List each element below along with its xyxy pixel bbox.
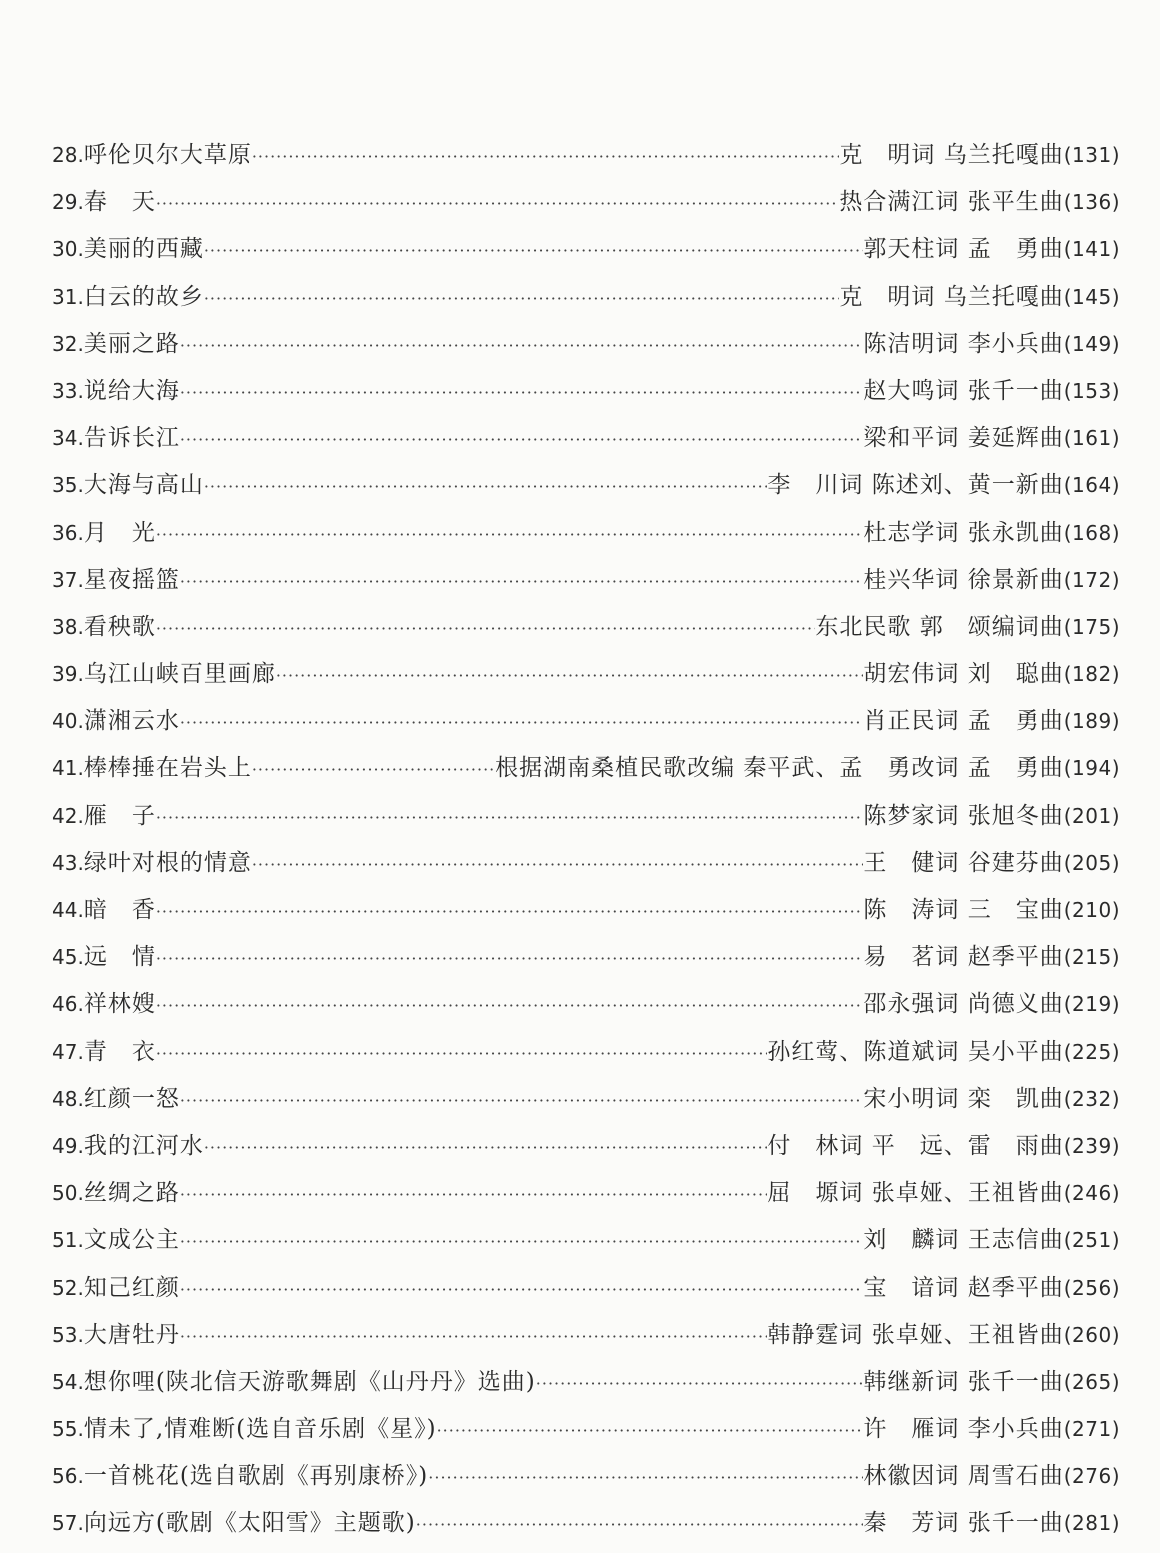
entry-page: (145) <box>1063 284 1120 309</box>
toc-entry <box>52 604 1120 651</box>
entry-credit: 易 茗词 赵季平曲 <box>863 944 1064 971</box>
entry-title: 星夜摇篮 <box>83 566 180 593</box>
toc-entry <box>52 462 1120 509</box>
entry-credit: 韩静霆词 张卓娅、王祖皆曲 <box>767 1321 1064 1348</box>
entry-number: 55. <box>52 1417 84 1442</box>
toc-entry <box>52 934 1120 981</box>
entry-page: (260) <box>1063 1322 1120 1347</box>
entry-number: 50. <box>52 1181 84 1206</box>
entry-number: 40. <box>52 709 84 734</box>
entry-title: 说给大海 <box>83 377 180 404</box>
dot-leader <box>437 1407 864 1453</box>
entry-credit: 刘 麟词 王志信曲 <box>863 1227 1064 1254</box>
entry-credit: 韩继新词 张千一曲 <box>863 1368 1064 1395</box>
toc-entry <box>52 651 1120 698</box>
entry-title: 红颜一怒 <box>83 1085 180 1112</box>
dot-leader <box>180 558 864 604</box>
entry-credit: 杜志学词 张永凯曲 <box>863 519 1064 546</box>
toc-entry <box>52 274 1120 321</box>
entry-number: 36. <box>52 520 84 545</box>
entry-page: (271) <box>1063 1417 1120 1442</box>
entry-title: 祥林嫂 <box>83 991 156 1018</box>
entry-credit: 王 健词 谷建芬曲 <box>863 849 1064 876</box>
toc-entry <box>52 1312 1120 1359</box>
dot-leader <box>156 511 864 557</box>
entry-page: (225) <box>1063 1039 1120 1064</box>
entry-page: (182) <box>1063 662 1120 687</box>
dot-leader <box>180 416 864 462</box>
dot-leader <box>156 935 864 981</box>
toc-entry <box>52 1453 1120 1500</box>
entry-title: 大海与高山 <box>83 472 204 499</box>
entry-page: (246) <box>1063 1181 1120 1206</box>
entry-page: (201) <box>1063 803 1120 828</box>
entry-credit: 克 明词 乌兰托嘎曲 <box>839 283 1064 310</box>
entry-number: 35. <box>52 473 84 498</box>
entry-number: 48. <box>52 1086 84 1111</box>
entry-title: 一首桃花(选自歌剧《再别康桥》) <box>83 1463 429 1490</box>
dot-leader <box>180 1313 768 1359</box>
dot-leader <box>252 746 495 792</box>
dot-leader <box>180 369 864 415</box>
entry-page: (239) <box>1063 1133 1120 1158</box>
entry-number: 51. <box>52 1228 84 1253</box>
toc-entry <box>52 1076 1120 1123</box>
toc-entry <box>52 1217 1120 1264</box>
entry-number: 45. <box>52 945 84 970</box>
entry-page: (149) <box>1063 331 1120 356</box>
entry-title: 雁 子 <box>83 802 156 829</box>
entry-page: (175) <box>1063 614 1120 639</box>
toc-entry <box>52 698 1120 745</box>
entry-number: 31. <box>52 284 84 309</box>
entry-title: 向远方(歌剧《太阳雪》主题歌) <box>83 1510 416 1537</box>
dot-leader <box>204 275 840 321</box>
toc-entry <box>52 226 1120 273</box>
entry-title: 绿叶对根的情意 <box>83 849 252 876</box>
dot-leader <box>416 1501 864 1547</box>
entry-page: (205) <box>1063 850 1120 875</box>
entry-number: 43. <box>52 850 84 875</box>
toc-entry <box>52 887 1120 934</box>
entry-number: 29. <box>52 190 84 215</box>
toc-entry <box>52 510 1120 557</box>
entry-title: 暗 香 <box>83 897 156 923</box>
entry-credit: 林徽因词 周雪石曲 <box>863 1463 1064 1490</box>
entry-title: 美丽的西藏 <box>83 236 204 263</box>
entry-page: (256) <box>1063 1275 1120 1300</box>
entry-title: 远 情 <box>83 944 156 971</box>
dot-leader <box>180 1266 864 1312</box>
entry-number: 32. <box>52 331 84 356</box>
entry-page: (219) <box>1063 992 1120 1017</box>
entry-credit: 孙红莺、陈道斌词 吴小平曲 <box>767 1038 1064 1065</box>
entry-page: (164) <box>1063 473 1120 498</box>
entry-page: (265) <box>1063 1369 1120 1394</box>
entry-credit: 许 雁词 李小兵曲 <box>863 1416 1064 1443</box>
entry-number: 46. <box>52 992 84 1017</box>
entry-page: (172) <box>1063 567 1120 592</box>
entry-credit: 桂兴华词 徐景新曲 <box>863 566 1064 593</box>
entry-number: 28. <box>52 143 84 167</box>
entry-credit: 东北民歌 郭 颂编词曲 <box>815 613 1064 640</box>
toc-entry <box>52 840 1120 887</box>
toc-entry <box>52 981 1120 1028</box>
toc-entry <box>52 1500 1120 1547</box>
entry-credit: 郭天柱词 孟 勇曲 <box>863 236 1064 263</box>
dot-leader <box>156 794 864 840</box>
entry-page: (161) <box>1063 426 1120 451</box>
entry-title: 春 天 <box>83 189 156 216</box>
entry-number: 57. <box>52 1511 84 1536</box>
entry-credit: 热合满江词 张平生曲 <box>839 189 1064 216</box>
entry-credit: 胡宏伟词 刘 聪曲 <box>863 661 1064 688</box>
toc-entry <box>52 179 1120 226</box>
toc-entry <box>52 745 1120 792</box>
dot-leader <box>428 1454 863 1500</box>
dot-leader <box>156 982 864 1028</box>
entry-page: (131) <box>1063 143 1120 167</box>
toc-entry <box>52 1123 1120 1170</box>
entry-number: 33. <box>52 378 84 403</box>
entry-credit: 克 明词 乌兰托嘎曲 <box>839 142 1064 168</box>
entry-number: 54. <box>52 1369 84 1394</box>
entry-number: 42. <box>52 803 84 828</box>
dot-leader <box>204 463 768 509</box>
entry-page: (215) <box>1063 945 1120 970</box>
dot-leader <box>252 133 840 179</box>
entry-title: 美丽之路 <box>83 330 180 357</box>
toc-entry <box>52 1170 1120 1217</box>
dot-leader <box>180 322 864 368</box>
entry-title: 大唐牡丹 <box>83 1321 180 1348</box>
entry-title: 潇湘云水 <box>83 708 180 735</box>
entry-title: 乌江山峡百里画廊 <box>83 661 276 688</box>
toc-entry <box>52 132 1120 179</box>
entry-title: 想你哩(陕北信天游歌舞剧《山丹丹》选曲) <box>83 1368 536 1395</box>
entry-number: 44. <box>52 898 84 922</box>
entry-page: (136) <box>1063 190 1120 215</box>
toc-entry <box>52 1406 1120 1453</box>
toc-entry <box>52 1359 1120 1406</box>
entry-page: (232) <box>1063 1086 1120 1111</box>
entry-credit: 付 林词 平 远、雷 雨曲 <box>767 1132 1064 1159</box>
entry-number: 41. <box>52 756 84 781</box>
entry-credit: 秦 芳词 张千一曲 <box>863 1510 1064 1537</box>
entry-page: (251) <box>1063 1228 1120 1253</box>
entry-page: (210) <box>1063 898 1120 922</box>
entry-credit: 根据湖南桑植民歌改编 秦平武、孟 勇改词 孟 勇曲 <box>495 755 1064 782</box>
dot-leader <box>536 1360 864 1406</box>
entry-credit: 陈梦家词 张旭冬曲 <box>863 802 1064 829</box>
toc-entry <box>52 557 1120 604</box>
entry-credit: 李 川词 陈述刘、黄一新曲 <box>767 472 1064 499</box>
entry-credit: 肖正民词 孟 勇曲 <box>863 708 1064 735</box>
entry-title: 青 衣 <box>83 1038 156 1065</box>
entry-page: (276) <box>1063 1464 1120 1489</box>
entry-number: 39. <box>52 662 84 687</box>
entry-number: 52. <box>52 1275 84 1300</box>
entry-credit: 陈洁明词 李小兵曲 <box>863 330 1064 357</box>
dot-leader <box>156 888 864 934</box>
entry-title: 我的江河水 <box>83 1132 204 1159</box>
entry-number: 49. <box>52 1133 84 1158</box>
entry-number: 56. <box>52 1464 84 1489</box>
entry-title: 棒棒捶在岩头上 <box>83 755 252 782</box>
dot-leader <box>180 1171 768 1217</box>
entry-credit: 宋小明词 栾 凯曲 <box>863 1085 1064 1112</box>
entry-page: (153) <box>1063 378 1120 403</box>
entry-page: (189) <box>1063 709 1120 734</box>
entry-credit: 陈 涛词 三 宝曲 <box>863 897 1064 923</box>
entry-credit: 屈 塬词 张卓娅、王祖皆曲 <box>767 1180 1064 1207</box>
dot-leader <box>204 1124 768 1170</box>
dot-leader <box>156 180 840 226</box>
toc-entry <box>52 1029 1120 1076</box>
entry-title: 看秧歌 <box>83 613 156 640</box>
entry-title: 月 光 <box>83 519 156 546</box>
entry-number: 47. <box>52 1039 84 1064</box>
dot-leader <box>276 652 864 698</box>
dot-leader <box>180 699 864 745</box>
entry-title: 呼伦贝尔大草原 <box>83 142 252 168</box>
dot-leader <box>156 605 816 651</box>
table-of-contents <box>52 132 1120 1548</box>
toc-entry <box>52 1265 1120 1312</box>
entry-title: 白云的故乡 <box>83 283 204 310</box>
entry-page: (281) <box>1063 1511 1120 1536</box>
dot-leader <box>156 1030 768 1076</box>
entry-title: 文成公主 <box>83 1227 180 1254</box>
entry-title: 情未了,情难断(选自音乐剧《星》) <box>83 1416 437 1443</box>
entry-page: (168) <box>1063 520 1120 545</box>
entry-credit: 赵大鸣词 张千一曲 <box>863 377 1064 404</box>
entry-number: 34. <box>52 426 84 451</box>
entry-page: (141) <box>1063 237 1120 262</box>
toc-entry <box>52 321 1120 368</box>
entry-page: (194) <box>1063 756 1120 781</box>
entry-credit: 宝 谙词 赵季平曲 <box>863 1274 1064 1301</box>
toc-entry <box>52 793 1120 840</box>
entry-number: 30. <box>52 237 84 262</box>
entry-credit: 邵永强词 尚德义曲 <box>863 991 1064 1018</box>
entry-credit: 梁和平词 姜延辉曲 <box>863 425 1064 452</box>
toc-entry <box>52 415 1120 462</box>
entry-number: 53. <box>52 1322 84 1347</box>
entry-title: 告诉长江 <box>83 425 180 452</box>
dot-leader <box>252 841 864 887</box>
entry-title: 丝绸之路 <box>83 1180 180 1207</box>
dot-leader <box>180 1218 864 1264</box>
dot-leader <box>180 1077 864 1123</box>
entry-title: 知己红颜 <box>83 1274 180 1301</box>
entry-number: 37. <box>52 567 84 592</box>
dot-leader <box>204 227 864 273</box>
entry-number: 38. <box>52 614 84 639</box>
toc-entry <box>52 368 1120 415</box>
